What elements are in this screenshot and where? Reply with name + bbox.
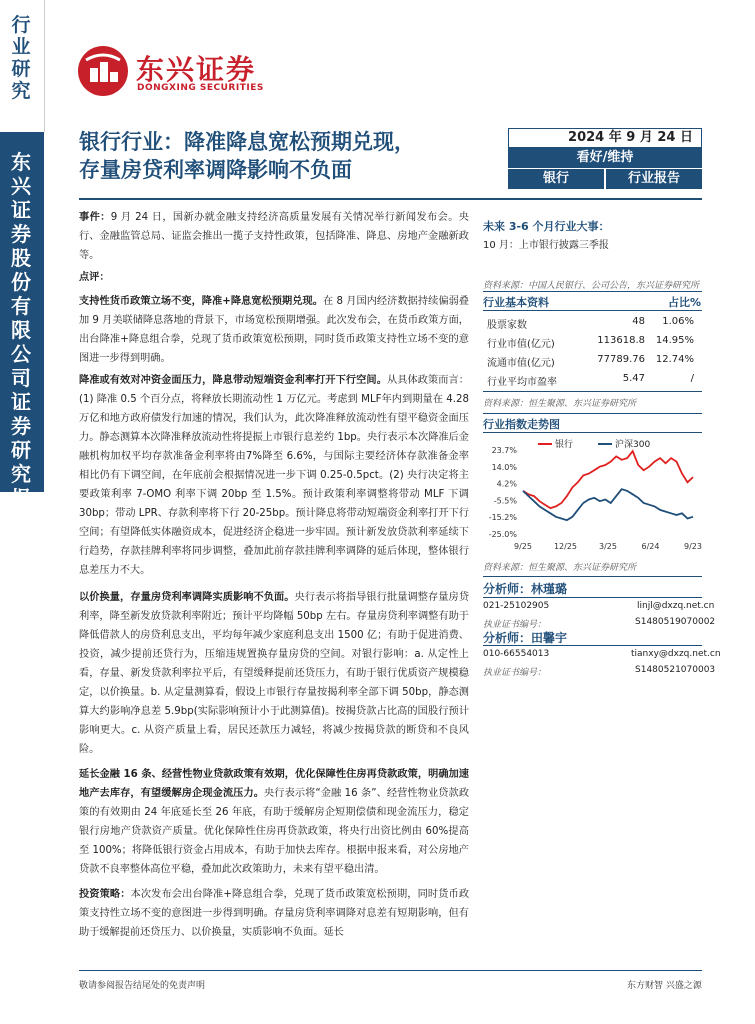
title-line1: 银行行业：降准降息宽松预期兑现， — [79, 130, 415, 154]
analyst-1-phone: 021-25102905 — [483, 601, 550, 611]
footer-line — [79, 970, 702, 971]
events-item: 10 月：上市银行披露三季报 — [483, 240, 609, 251]
y-tick-label: 23.7% — [491, 446, 517, 455]
p4-bold: 延长金融 16 条、经营性物业贷款政策有效期，优化保障性住房再贷款政策，明确加速地产去库存，有望缓解房企现金流压力。 — [79, 769, 469, 799]
source-1: 资料来源：中国人民银行、公司公告，东兴证券研究所 — [483, 281, 700, 291]
trend-top-line — [483, 413, 702, 414]
events-title: 未来 3-6 个月行业大事： — [483, 220, 610, 233]
logo-icon — [78, 46, 128, 96]
basic-table — [483, 313, 702, 389]
source-3: 资料来源：恒生聚源、东兴证券研究所 — [483, 563, 637, 573]
trend-header-line — [483, 432, 702, 433]
p3-text: 央行表示将指导银行批量调整存量房贷利率，降至新发放贷款利率附近；预计平均降幅 50bp 左右。存量房贷利率调整有助于降低借款人的房贷利息支出，平均每年减少家庭利息支出 1500 亿；有助于促进消费、投资，减少提前还贷行为，压缩违规置换存量房贷的空间。对银行影响：a. 从定性上看，存量、新发贷款利率拉平后，有望缓释提前还贷压力，有助于银行优质资产规模稳定，以价换量。b. 从定量测算看，假设上市银行存量按揭利率全部下调 50bp，静态测算大约影响净息差 5.9bp(实际影响预计小于此测算值)。按揭贷款占比高的国股行预计影响更大。c. 从资产质量上看，居民还款压力减轻，将减少按揭贷款的断贷和不良风险。 — [79, 592, 470, 755]
analyst-2-phone: 010-66554013 — [483, 649, 550, 659]
event-label: 事件： — [79, 212, 111, 223]
p1-bold: 支持性货币政策立场不变，降准+降息宽松预期兑现。 — [79, 296, 323, 307]
analyst2-line — [483, 645, 702, 646]
y-tick-label: -25.0% — [488, 530, 517, 539]
sidebar-category: 行业研究 — [11, 14, 31, 102]
logo-cn: 东兴证券 — [136, 53, 257, 86]
basic-title: 行业基本资料 — [483, 296, 549, 309]
paragraph-4 — [79, 765, 469, 879]
legend-label: 银行 — [555, 440, 574, 450]
event-text: 9 月 24 日，国新办就金融支持经济高质量发展有关情况举行新闻发布会。央行、金融监管总局、证监会推出一揽子支持性政策，包括降准、降息、房地产金融新政等。 — [79, 212, 469, 261]
analyst-2-cert: S1480521070003 — [635, 665, 716, 675]
paragraph-3 — [79, 588, 469, 759]
series-line — [523, 489, 693, 520]
x-tick-label: 9/23 — [684, 542, 702, 551]
page-title — [79, 128, 479, 184]
p2-bold: 降准或有效对冲资金面压力，降息带动短端资金利率打开下行空间。 — [79, 375, 387, 386]
legend-label: 沪深300 — [615, 440, 651, 450]
logo-en: DONGXING SECURITIES — [137, 83, 264, 93]
event-paragraph — [79, 208, 469, 265]
analyst1-top-line — [483, 576, 702, 577]
p3-bold: 以价换量，存量房贷利率调降实质影响不负面。 — [79, 592, 295, 603]
y-tick-label: 14.0% — [491, 462, 517, 472]
table-row: 股票家数 48 1.06% — [487, 316, 694, 331]
footer-disclaimer: 敬请参阅报告结尾处的免责声明 — [79, 981, 206, 991]
rating-badge: 看好/维持 — [508, 148, 702, 168]
basic-bottom-line — [483, 391, 702, 392]
table-row: 行业市值(亿元) 113618.8 14.95% — [487, 335, 694, 350]
paragraph-1 — [79, 292, 469, 368]
footer-slogan: 东方财智 兴盛之源 — [627, 981, 702, 991]
trend-title: 行业指数走势图 — [483, 418, 560, 431]
y-tick-label: 4.2% — [496, 479, 517, 489]
title-divider — [79, 198, 702, 200]
analyst-1-name: 分析师：林瑾璐 — [483, 582, 568, 596]
sector-tag: 银行 — [508, 169, 604, 189]
report-date: 2024 年 9 月 24 日 — [508, 128, 702, 148]
y-tick-label: -15.2% — [488, 513, 517, 523]
x-tick-label: 3/25 — [599, 542, 617, 551]
basic-share-header: 占比% — [668, 296, 702, 309]
table-row: 流通市值(亿元) 77789.76 12.74% — [487, 354, 694, 369]
y-tick-label: -5.5% — [493, 496, 517, 506]
p5-bold: 投资策略： — [79, 889, 131, 900]
basic-header-line — [483, 310, 702, 311]
analyst-1-cert: S1480519070002 — [635, 617, 716, 627]
paragraph-5 — [79, 885, 469, 942]
table-row: 行业平均市盈率 5.47 / — [487, 373, 694, 388]
analyst-1-email[interactable]: linjl@dxzq.net.cn — [637, 601, 715, 611]
paragraph-2 — [79, 371, 469, 580]
x-tick-label: 12/25 — [553, 542, 578, 551]
report-type-tag: 行业报告 — [606, 169, 702, 189]
title-line2: 存量房贷利率调降影响不负面 — [79, 158, 352, 182]
series-line — [523, 451, 693, 508]
analyst-2-name: 分析师：田馨宇 — [483, 631, 568, 645]
analyst-2-cert-label: 执业证书编号： — [483, 668, 547, 678]
p4-text: 央行表示将“金融 16 条”、经营性物业贷款政策的有效期由 24 年底延长至 26 年底，有助于缓解房企短期偿债和现金流压力，稳定银行房地产贷款资产质量。优化保障性住房再贷款政策，将央行出资比例由 60%提高至 100%；将降低银行资金占用成本，有助于加快去库存。根据申报来看，对公房地产贷款不良率整体高位平稳，叠加此次政策助力，未来有望平稳出清。 — [79, 788, 470, 875]
comment-label: 点评： — [79, 272, 110, 283]
x-tick-label: 6/24 — [641, 542, 660, 551]
analyst-1-cert-label: 执业证书编号： — [483, 620, 547, 630]
p1-text: 在 8 月国内经济数据持续偏弱叠加 9 月美联储降息落地的背景下，市场宽松预期增强。此次发布会，在货币政策方面，出台降准+降息组合拳，兑现了货币政策宽松预期，同时货币政策支持性立场不变的意图进一步得到明确。 — [79, 296, 469, 364]
x-tick-label: 9/25 — [514, 542, 532, 551]
p2-text: 从具体政策而言：(1) 降准 0.5 个百分点，将释放长期流动性 1 万亿元。考虑到 MLF年内到期量在 4.28 万亿和地方政府债发行加速的情况，我们认为，此次降准释放流动性有望平稳资金面压力。静态测算本次降准释放流动性将提振上市银行息差约 1bp。央行表示本次降准后金融机构加权平均存款准备金利率将由7%降至 6.6%，与国际主要经济体存款准备金率相比仍有下调空间，在年底前会根据情况进一步下调 0.25-0.5pct。(2) 央行决定将主要政策利率 7-OMO 利率下调 20bp 至 1.5%。预计政策利率调整将带动 MLF 下调 30bp；带动 LPR、存款利率将下行 20-25bp。预计降息将带动短端资金利率打开下行空间；有望降低实体融资成本，促进经济企稳进一步牢固。预计新发放贷款利率延续下行趋势，存款挂牌利率将同步调整，叠加此前存款挂牌利率调降的延后体现，整体银行息差压力不大。 — [79, 375, 469, 576]
analyst-2-email[interactable]: tianxy@dxzq.net.cn — [631, 649, 721, 659]
source-2: 资料来源：恒生聚源、东兴证券研究所 — [483, 399, 637, 409]
analyst1-line — [483, 597, 702, 598]
p5-text: 本次发布会出台降准+降息组合拳，兑现了货币政策宽松预期，同时货币政策支持性立场不变的意图进一步得到明确。存量房贷利率调降对息差有短期影响，但有助于缓解提前还贷压力、以价换量，实质影响不负面。延长 — [79, 889, 470, 938]
basic-top-line — [483, 291, 702, 292]
index-trend-chart — [483, 436, 702, 556]
sidebar-publisher: 东兴证券股份有限公司证券研究报告 — [11, 150, 31, 534]
